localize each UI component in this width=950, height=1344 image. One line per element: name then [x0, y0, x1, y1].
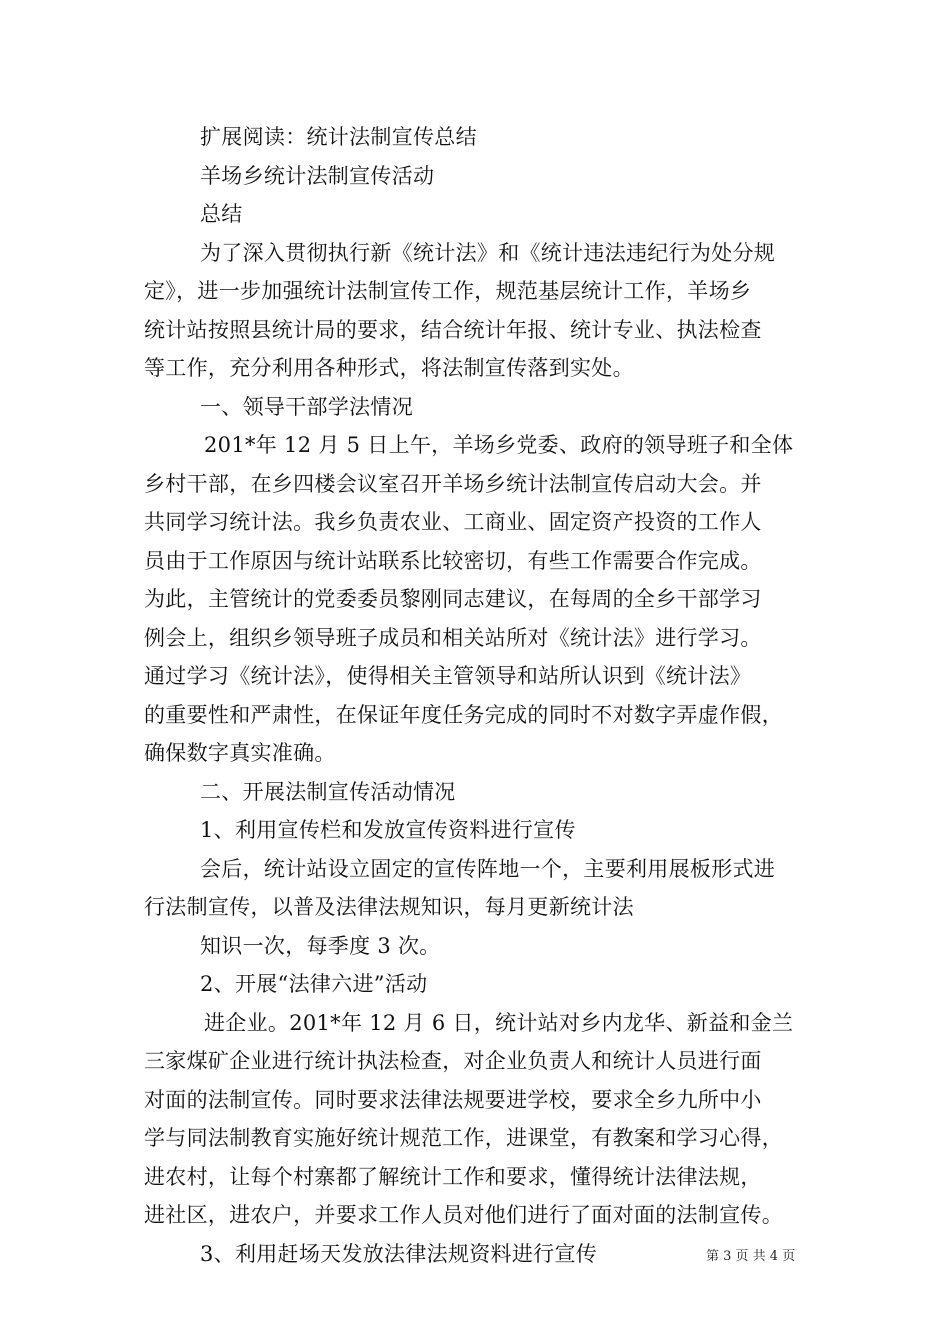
text-line: 为此，主管统计的党委委员黎刚同志建议，在每周的全乡干部学习 — [144, 587, 762, 611]
document-body — [144, 118, 824, 1273]
text-line: 进农村，让每个村寨都了解统计工作和要求，懂得统计法律法规， — [144, 1164, 762, 1189]
text-line: 乡村干部，在乡四楼会议室召开羊场乡统计法制宣传启动大会。并 — [144, 471, 762, 496]
text-line: 确保数字真实准确。 — [144, 741, 336, 765]
text-line: 扩展阅读：统计法制宣传总结 — [200, 125, 477, 149]
text-line: 通过学习《统计法》，使得相关主管领导和站所认识到《统计法》 — [144, 664, 752, 688]
text-line: 等工作，充分利用各种形式，将法制宣传落到实处。 — [144, 356, 634, 380]
text-line: 例会上，组织乡领导班子成员和相关站所对《统计法》进行学习。 — [144, 625, 762, 650]
text-line: 的重要性和严肃性，在保证年度任务完成的同时不对数字弄虚作假， — [144, 702, 783, 727]
text-line: 行法制宣传，以普及法律法规知识，每月更新统计法 — [144, 895, 634, 919]
text-line: 定》，进一步加强统计法制宣传工作，规范基层统计工作，羊场乡 — [144, 279, 752, 303]
text-line: 统计站按照县统计局的要求，结合统计年报、统计专业、执法检查 — [144, 317, 762, 342]
section-heading: 二、开展法制宣传活动情况 — [200, 779, 456, 804]
text-line: 共同学习统计法。我乡负责农业、工商业、固定资产投资的工作人 — [144, 510, 762, 534]
text-line: 201*年 12 月 5 日上午，羊场乡党委、政府的领导班子和全体 — [204, 433, 794, 457]
subsection-heading: 3、利用赶场天发放法律法规资料进行宣传 — [200, 1241, 598, 1266]
text-line: 进企业。201*年 12 月 6 日，统计站对乡内龙华、新益和金兰 — [204, 1010, 794, 1035]
text-line: 知识一次，每季度 3 次。 — [200, 933, 441, 958]
text-line: 对面的法制宣传。同时要求法律法规要进学校，要求全乡九所中小 — [144, 1087, 762, 1112]
text-line: 员由于工作原因与统计站联系比较密切，有些工作需要合作完成。 — [144, 548, 762, 573]
text-line: 为了深入贯彻执行新《统计法》和《统计违法违纪行为处分规 — [200, 240, 776, 265]
text-line: 学与同法制教育实施好统计规范工作，进课堂，有教案和学习心得， — [144, 1126, 783, 1150]
text-line: 羊场乡统计法制宣传活动 — [200, 163, 435, 188]
text-line: 会后，统计站设立固定的宣传阵地一个，主要利用展板形式进 — [200, 856, 776, 881]
text-line: 总结 — [200, 202, 243, 226]
text-line: 进社区，进农户，并要求工作人员对他们进行了面对面的法制宣传。 — [144, 1203, 783, 1227]
subsection-heading: 2、开展“法律六进”活动 — [200, 972, 428, 996]
section-heading: 一、领导干部学法情况 — [200, 394, 413, 419]
subsection-heading: 1、利用宣传栏和发放宣传资料进行宣传 — [200, 818, 576, 842]
text-line: 三家煤矿企业进行统计执法检查，对企业负责人和统计人员进行面 — [144, 1049, 762, 1073]
page-number: 第 3 页 共 4 页 — [706, 1249, 796, 1264]
